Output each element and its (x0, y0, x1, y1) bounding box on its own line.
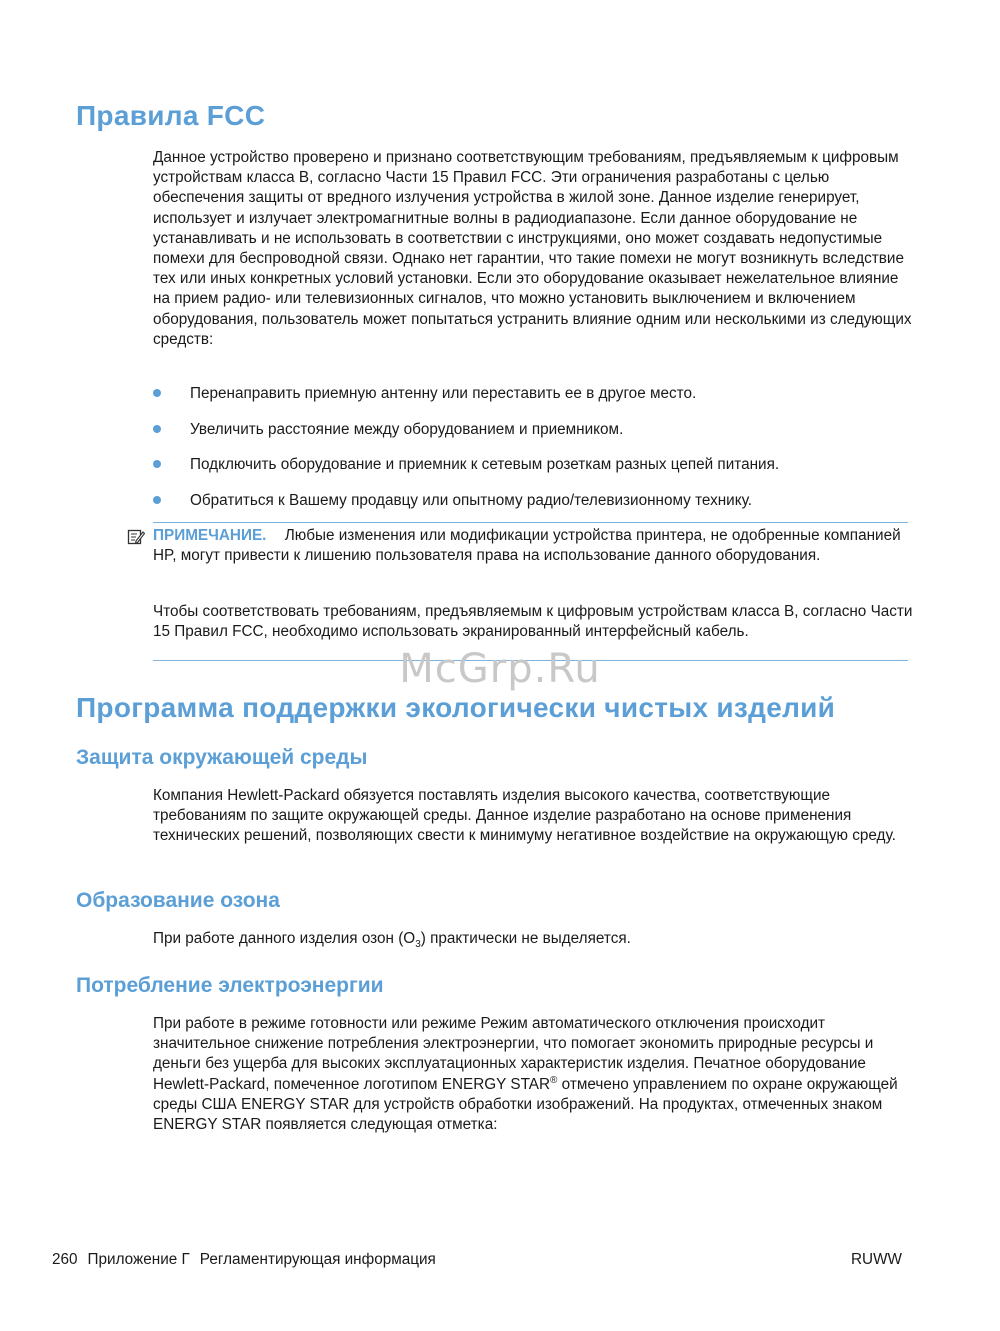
power-paragraph (153, 1014, 913, 1135)
footer-title: Регламентирующая информация (199, 1251, 436, 1268)
page-number: 260 (52, 1251, 78, 1268)
list-item (153, 455, 913, 491)
fcc-remedies-list (153, 384, 913, 526)
ozone-heading: Образование озона (76, 889, 280, 912)
fcc-paragraph: Данное устройство проверено и признано соответствующим требованиям, предъявляемым к цифровым устройствам класса B, согласно Части 15 Правил FCC. Эти ограничения разработаны с целью обеспечения защиты от вредного излучения устройства в жилой зоне. Данное изделие генерирует, использует и излучает электромагнитные волны в радиодиапазоне. Если данное оборудование не устанавливать и не использовать в соответствии с инструкциями, оно может создавать недопустимые помехи для беспроводной связи. Однако нет гарантии, что такие помехи не могут возникнуть вследствие тех или иных конкретных условий установки. Если это оборудование оказывает нежелательное влияние на прием радио- или телевизионных сигналов, что можно установить выключением и включением оборудования, пользователь может попытаться устранить влияние одним или несколькими из следующих средств: (153, 149, 912, 348)
env-heading: Защита окружающей среды (76, 746, 368, 769)
list-item-text: Подключить оборудование и приемник к сетевым розеткам разных цепей питания. (190, 456, 780, 473)
footer-section: Приложение Г (87, 1251, 190, 1268)
ozone-text-end: ) практически не выделяется. (420, 930, 631, 947)
list-item (153, 491, 913, 527)
env-paragraph: Компания Hewlett-Packard обязуется поставлять изделия высокого качества, соответствующие требованиям по защите окружающей среды. Данное изделие разработано на основе применения технических решений, позволяющих свести к минимуму негативное воздействие на окружающую среду. (153, 787, 896, 845)
power-text: При работе в режиме готовности или режиме Режим автоматического отключения происходит значительное снижение потребления электроэнергии, что помогает экономить природные ресурсы и деньги без ущерба для высоких эксплуатационных характеристик изделия. Печатное оборудование Hewlett-Packard, помеченное логотипом ENERGY STAR (153, 1015, 874, 1093)
ozone-subscript: 3 (415, 939, 421, 951)
note-pencil-icon (127, 528, 145, 546)
list-item-text: Обратиться к Вашему продавцу или опытному радио/телевизионному технику. (190, 491, 752, 509)
eco-heading: Программа поддержки экологически чистых изделий (76, 692, 836, 723)
power-text-end: отмечено управлением по охране окружающей среды США ENERGY STAR для устройств обработки изображений. На продуктах, отмеченных знаком ENERGY STAR появляется следующая отметка: (153, 1075, 898, 1134)
note-text: Любые изменения или модификации устройства принтера, не одобренные компанией HP, могут привести к лишению пользователя права на использование данного оборудования. (153, 527, 901, 565)
ozone-paragraph (153, 929, 913, 949)
list-item (153, 420, 913, 456)
list-item-text: Увеличить расстояние между оборудованием и приемником. (190, 420, 624, 438)
bullet-icon (153, 496, 161, 504)
cable-paragraph: Чтобы соответствовать требованиям, предъявляемым к цифровым устройствам класса B, согласно Части 15 Правил FCC, необходимо использовать экранированный интерфейсный кабель. (153, 603, 913, 641)
bullet-icon (153, 389, 161, 397)
note-label: ПРИМЕЧАНИЕ. (153, 527, 267, 544)
power-heading: Потребление электроэнергии (76, 974, 384, 997)
list-item (153, 384, 913, 420)
note-paragraph (153, 526, 913, 566)
registered-mark: ® (550, 1074, 558, 1086)
footer-locale: RUWW (851, 1251, 902, 1268)
list-item-text: Перенаправить приемную антенну или переставить ее в другое место. (190, 385, 697, 402)
watermark: McGrp.Ru (399, 646, 601, 692)
ozone-text: При работе данного изделия озон (O (153, 930, 416, 947)
bullet-icon (153, 425, 161, 433)
fcc-heading: Правила FCC (76, 100, 266, 131)
bullet-icon (153, 460, 161, 468)
footer-left (52, 1251, 436, 1269)
note-top-rule (153, 522, 908, 523)
